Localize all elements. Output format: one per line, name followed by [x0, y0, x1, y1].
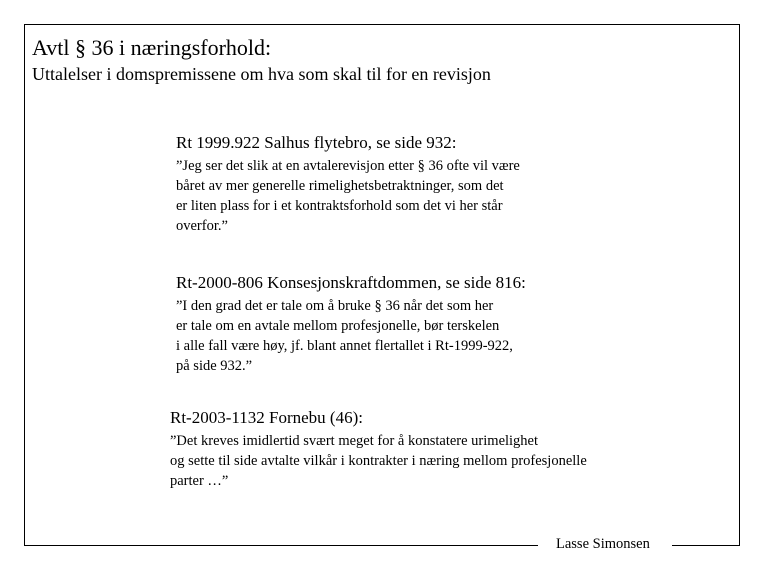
ruling-fornebu: [170, 408, 587, 491]
ruling-heading: Rt-2003-1132 Fornebu (46):: [170, 408, 363, 427]
ruling-salhus-flytebro: [176, 133, 520, 236]
ruling-heading: Rt-2000-806 Konsesjonskraftdommen, se side 816:: [176, 273, 526, 292]
slide-title: Avtl § 36 i næringsforhold:: [32, 35, 272, 60]
footer-author: Lasse Simonsen: [556, 536, 650, 552]
quote-line: og sette til side avtalte vilkår i kontrakter i næring mellom profesjonelle: [170, 453, 587, 469]
quote-line: ”Det kreves imidlertid svært meget for å konstatere urimelighet: [170, 433, 539, 449]
quote-line: er tale om en avtale mellom profesjonelle, bør terskelen: [176, 318, 500, 334]
quote-line: er liten plass for i et kontraktsforhold som det vi her står: [176, 198, 503, 214]
quote-line: overfor.”: [176, 218, 228, 234]
quote-line: ”I den grad det er tale om å bruke § 36 når det som her: [176, 298, 494, 314]
ruling-heading: Rt 1999.922 Salhus flytebro, se side 932:: [176, 133, 457, 152]
slide-subtitle: Uttalelser i domspremissene om hva som skal til for en revisjon: [32, 64, 491, 84]
quote-line: parter …”: [170, 473, 229, 489]
quote-line: ”Jeg ser det slik at en avtalerevisjon etter § 36 ofte vil være: [176, 158, 520, 174]
quote-line: båret av mer generelle rimelighetsbetraktninger, som det: [176, 178, 504, 194]
ruling-konsesjonskraftdommen: [176, 273, 526, 376]
quote-line: i alle fall være høy, jf. blant annet flertallet i Rt-1999-922,: [176, 338, 513, 354]
quote-line: på side 932.”: [176, 358, 253, 374]
